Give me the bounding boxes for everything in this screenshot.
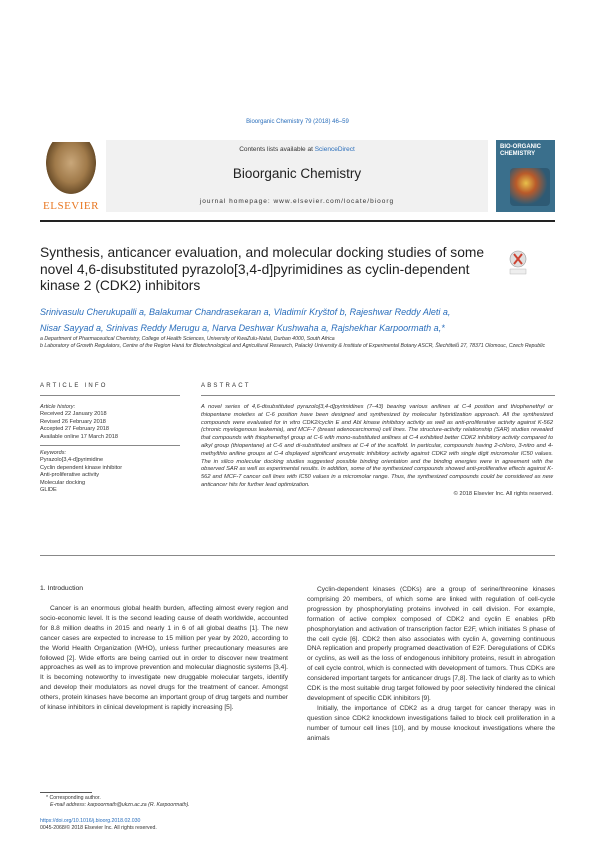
keywords-label: Keywords: [40,450,67,457]
rights-notice: 0045-2068/© 2018 Elsevier Inc. All rights reserved. [40,824,157,831]
corresponding-author: * Corresponding author. [46,795,101,801]
authors-line-2[interactable]: Nisar Sayyad a, Srinivas Reddy Merugu a, Narva Deshwar Kushwaha a, Rajshekhar Karpoormath a,* [40,322,445,333]
contents-line [106,146,488,153]
doi-link[interactable]: https://doi.org/10.1016/j.bioorg.2018.02.030 [40,818,141,824]
article-title: Synthesis, anticancer evaluation, and molecular docking studies of some novel 4,6-disubstituted pyrazolo[3,4-d]pyrimidines as cyclin-dependent kinase 2 (CDK2) inhibitors [40,245,485,294]
journal-title: Bioorganic Chemistry [232,166,362,181]
publisher-name: ELSEVIER [43,200,99,212]
elsevier-logo [40,140,102,212]
keyword: Anti-proliferative activity [40,472,100,479]
history-online: Available online 17 March 2018 [40,433,118,440]
header-masthead [106,140,488,212]
intro-paragraph: Initially, the importance of CDK2 as a drug target for cancer therapy was in question since CDK2 knockdown investigations failed to block cell proliferation in a number of tumour cell lines [10], and by mouse knockout investigations where the animals [307,704,555,742]
article-info-rule [40,395,180,396]
cover-title: BIO-ORGANIC CHEMISTRY [500,144,541,157]
abstract-rule [201,395,555,396]
abstract-body [201,404,553,499]
footnote-rule [40,792,92,793]
journal-reference[interactable]: Bioorganic Chemistry 79 (2018) 46–59 [246,119,349,125]
cover-molecule-image [510,168,550,206]
affiliation-b: b Laboratory of Growth Regulators, Centre of the Region Haná for Biotechnological and Agricultural Research, Palacký University & Institute of Experimental Botany ASCR, Šlechtitelů 27, 78371 Olomouc, Czech Republic [40,342,546,349]
header-rule [40,220,555,222]
abstract-copyright: © 2018 Elsevier Inc. All rights reserved. [453,490,553,497]
abstract-text: A novel series of 4,6-disubstituted pyrazolo[3,4-d]pyrimidines (7–43) bearing various anilines at C-4 position and thiophenethyl or thiopentane moieties at C-6 position have been designed and synthesized by molecular hybridization approach. All the synthesized compounds were evaluated for in vitro CDK2/cyclin E and Abl kinase inhibitory activity as well as anti-proliferative activity against K-562 (chronic myelogenous leukemia), and MCF-7 (breast adenocarcinoma) cell lines. The structure-activity relationship (SAR) studies revealed that compounds with thiophenethyl group at C-6 with mono-substituted anilines at C-4 exhibited better CDK2 inhibitory activity compared to alkyl group (thiopentane) at C-6 and di-substituted anilines at C-4 of the scaffold. In particular, compounds having 2-chloro, 3-nitro and 4-methylthio aniline groups at C-4 displayed significant enzymatic inhibitory activity against CDK2 with single digit micromolar IC50 values. The in silico molecular docking studies suggested possible binding orientation and the binding energies were in agreement with the observed SAR as well as experimental results. In addition, some of the synthesized compounds showed anti-proliferative effects against K-562 and MCF-7 cancer cell lines with IC50 values in a micromolar range. Thus, the synthesized compounds could be considered as new anticancer hits for further lead optimization. [201,404,553,488]
author-list [40,305,550,336]
journal-cover [496,140,555,212]
authors-line-1[interactable]: Srinivasulu Cherukupalli a, Balakumar Chandrasekaran a, Vladimír Kryštof b, Rajeshwar Reddy Aleti a, [40,307,451,317]
history-revised: Revised 26 February 2018 [40,418,106,425]
article-info-heading: ARTICLE INFO [40,383,108,389]
article-info [40,404,180,494]
keywords-rule [40,445,180,446]
history-label: Article history: [40,404,76,410]
introduction-heading: 1. Introduction [40,585,84,592]
introduction-left-column [40,604,288,713]
author-email[interactable]: E-mail address: karpoormath@ukzn.ac.za (R. Karpoormath). [50,801,190,808]
contents-prefix: Contents lists available at [239,146,315,153]
elsevier-tree-icon [46,142,96,194]
crossmark-icon[interactable] [508,250,528,276]
keyword: Cyclin dependent kinase inhibitor [40,464,123,471]
keyword: Pyrazolo[3,4-d]pyrimidine [40,457,104,464]
intro-paragraph: Cyclin-dependent kinases (CDKs) are a group of serine/threonine kinases comprising 20 members, of which some are linked with regulation of cell-cycle progression by phosphorylating proteins involved in cell division. For example, formation of active complex composed of CDK2 and cyclin E enables pRb phosphorylation and activation of transcription factor E2F, which initiates S phase of the cell cycle [6]. CDK2 then also associates with cyclin A, governing continuous DNA replication and properly programed deactivation of E2F. Deregulations of CDKs or cyclins, as well as the loss of endogenous inhibitory proteins, result in abrogation of cell cycle control, which is connected with development of tumors. Thus CDKs are considered important targets for anticancer drugs [7,8]. The lack of clarity as to which CDK is the most suitable drug target followed by poor selectivity hindered the clinical development of specific CDK inhibitors [9]. [307,586,555,702]
doi-block [40,818,290,831]
history-accepted: Accepted 27 February 2018 [40,426,110,433]
intro-paragraph: Cancer is an enormous global health burden, affecting almost every region and socio-economic level. It is the second leading cause of death worldwide, accounted for 8.8 million deaths in 2015 and nearly 1 in 6 of all global deaths [1]. The new cancer cases are expected to increase to 15 million per year by 2020, according to the World Health Organization (WHO), unless further precautionary measures are followed [2]. Wide efforts are being carried out in order to discover new treatment approaches as well as to improve prevention and molecular diagnostic systems [3,4]. It is becoming noteworthy to investigate new druggable molecular targets, identify and develop their modulators as novel drugs for the treatment of cancer. Amongst others, protein kinases have become an important group of drug targets and number of kinase inhibitors in clinical development is rapidly increasing [5]. [40,605,288,712]
abstract-bottom-rule [40,555,555,556]
affiliations [40,336,555,349]
keyword: Molecular docking [40,479,86,486]
keyword: GLIDE [40,487,57,494]
sciencedirect-link[interactable]: ScienceDirect [314,146,355,153]
introduction-right-column [307,585,555,744]
history-received: Received 22 January 2018 [40,411,107,418]
abstract-heading: ABSTRACT [201,383,251,389]
journal-homepage[interactable]: journal homepage: www.elsevier.com/locate/bioorg [199,198,395,205]
affiliation-a: a Department of Pharmaceutical Chemistry, College of Health Sciences, University of KwaZulu-Natal, Durban 4000, South Africa [40,336,335,342]
journal-header [40,140,555,216]
footnote [40,795,290,808]
